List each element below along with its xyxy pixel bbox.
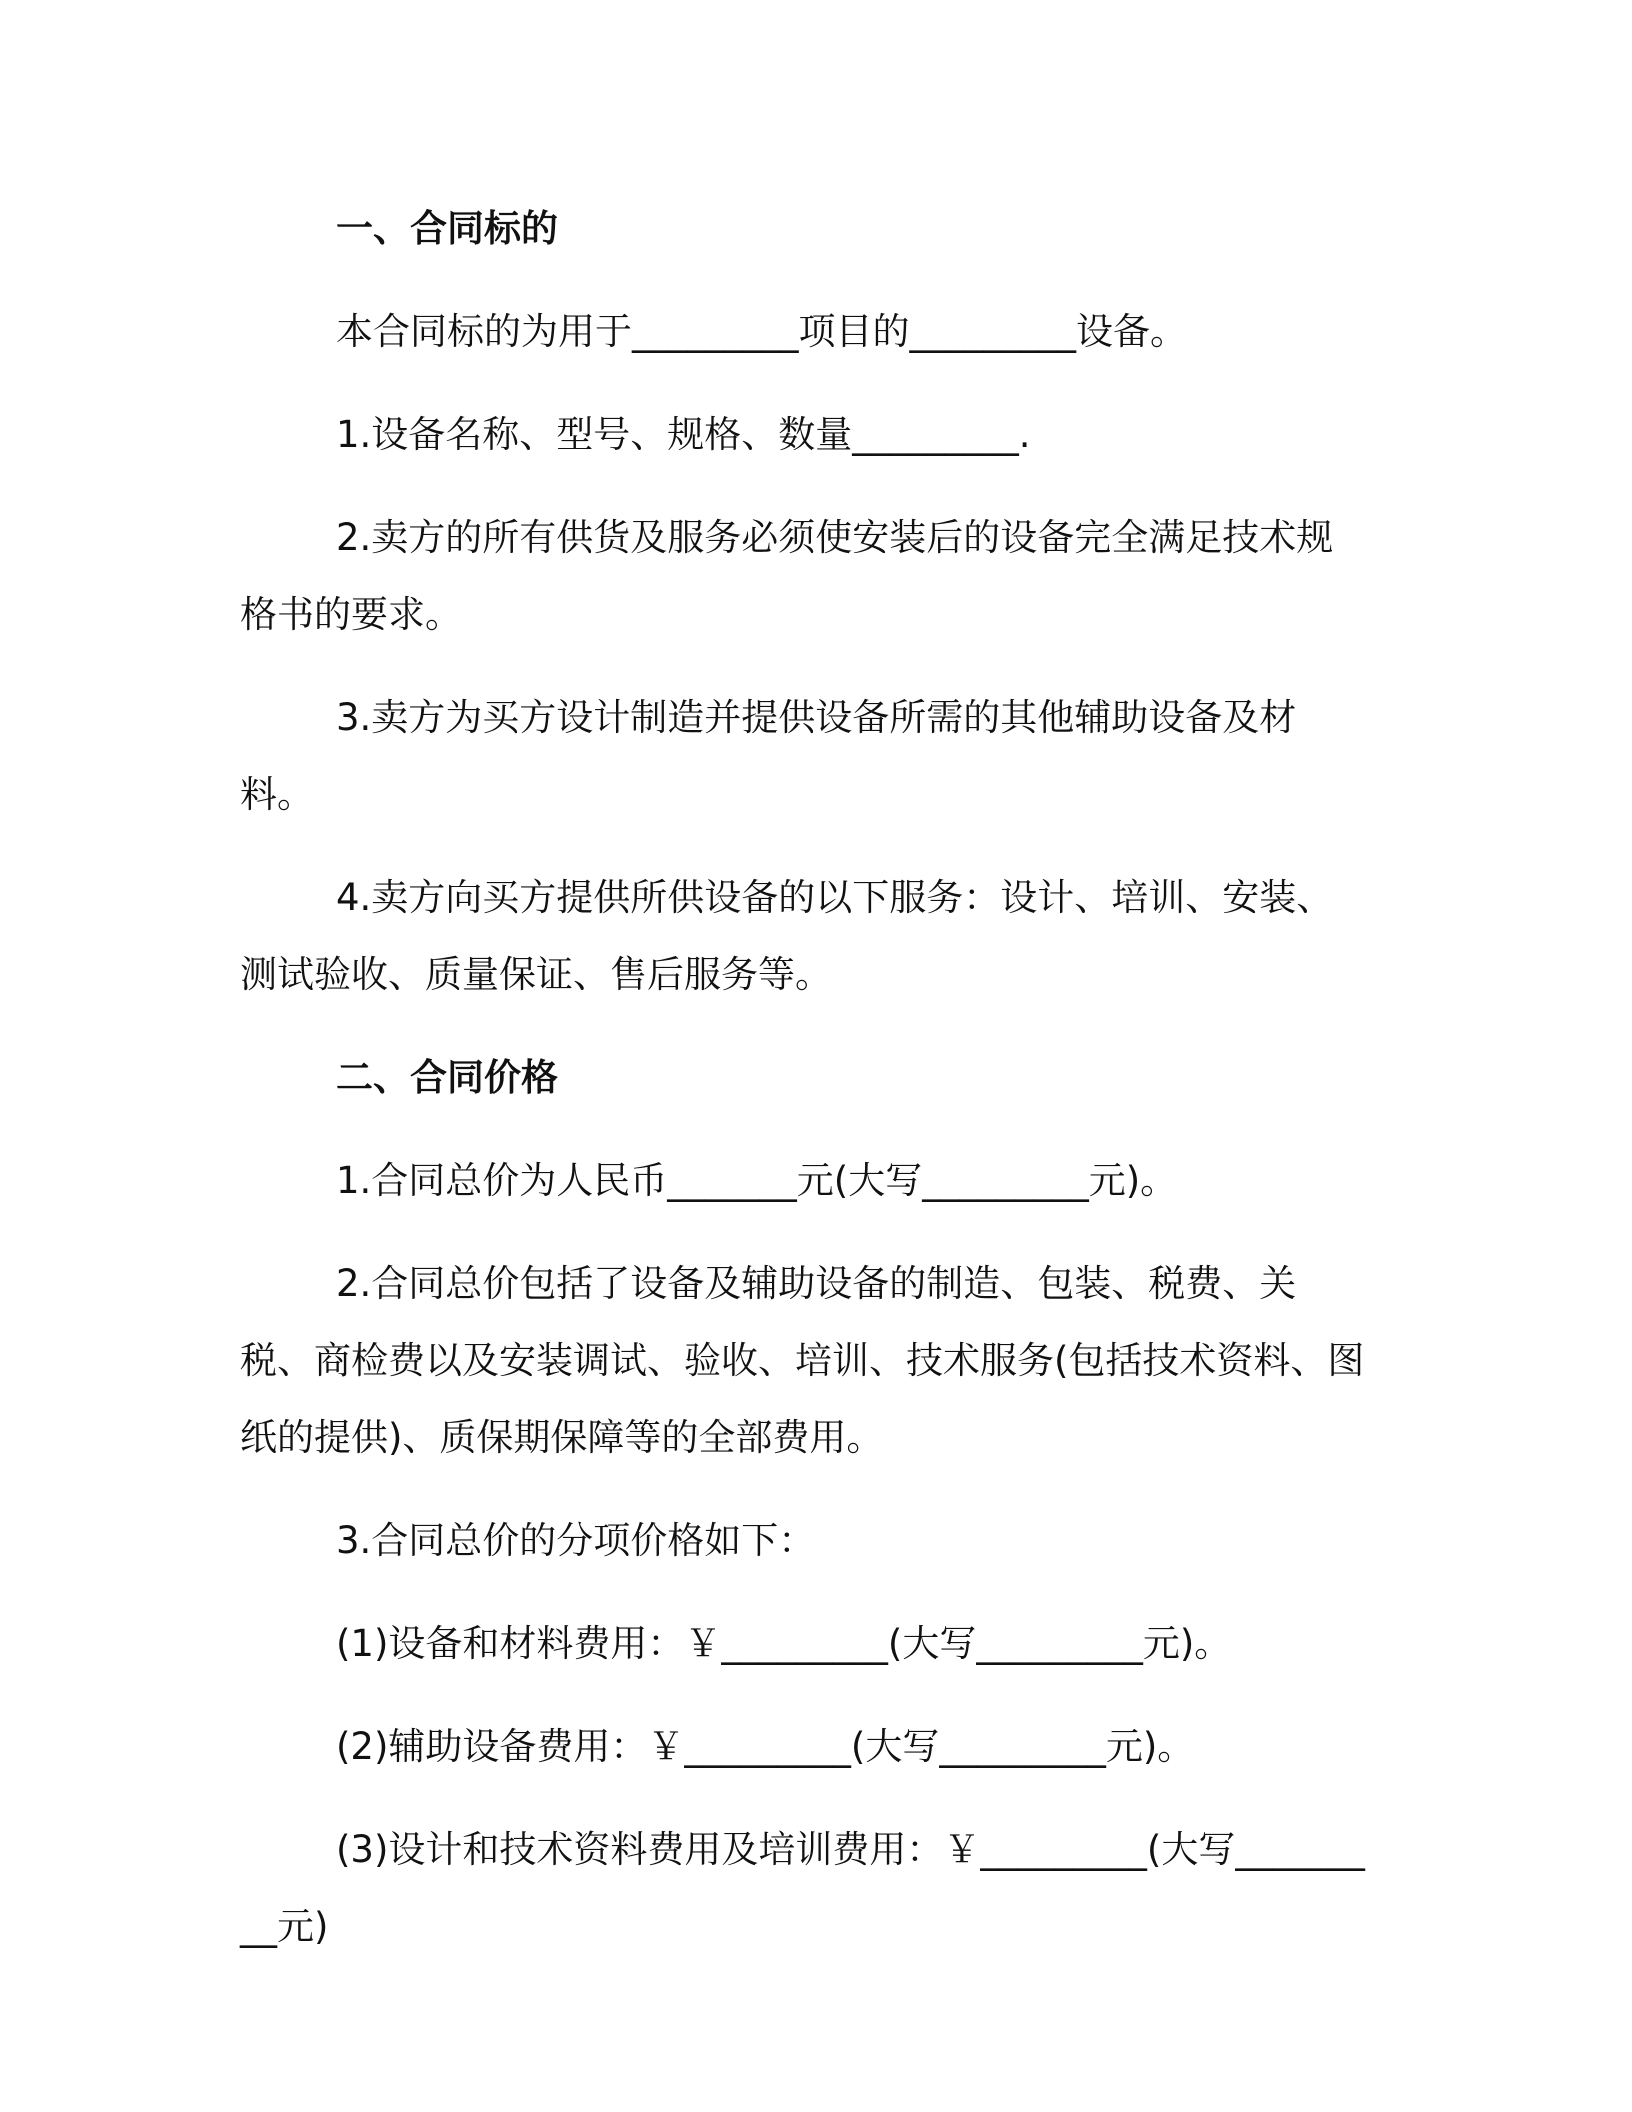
section-heading-subject: 一、合同标的 [336, 207, 558, 250]
paragraph-price-subitem-3: (3)设计和技术资料费用及培训费用：￥_________(大写_________元) [240, 1828, 1365, 1948]
paragraph-price-subitem-2: (2)辅助设备费用：￥_________(大写_________元)。 [336, 1725, 1195, 1768]
paragraph-price-item-2: 2.合同总价包括了设备及辅助设备的制造、包装、税费、关税、商检费以及安装调试、验收、培训、技术服务(包括技术资料、图纸的提供)、质保期保障等的全部费用。 [240, 1262, 1365, 1459]
section-heading-price: 二、合同价格 [336, 1056, 558, 1099]
paragraph-subject-item-1: 1.设备名称、型号、规格、数量_________. [336, 413, 1031, 456]
paragraph-price-subitem-1: (1)设备和材料费用：￥_________(大写_________元)。 [336, 1622, 1232, 1665]
paragraph-subject-intro: 本合同标的为用于_________项目的_________设备。 [336, 310, 1187, 353]
paragraph-price-item-1: 1.合同总价为人民币_______元(大写_________元)。 [336, 1159, 1178, 1202]
paragraph-price-item-3: 3.合同总价的分项价格如下： [336, 1519, 816, 1562]
paragraph-subject-item-3: 3.卖方为买方设计制造并提供设备所需的其他辅助设备及材料。 [240, 696, 1297, 816]
paragraph-subject-item-2: 2.卖方的所有供货及服务必须使安装后的设备完全满足技术规格书的要求。 [240, 516, 1334, 636]
paragraph-subject-item-4: 4.卖方向买方提供所供设备的以下服务：设计、培训、安装、测试验收、质量保证、售后服务等。 [240, 876, 1334, 996]
contract-body [240, 190, 1370, 1991]
